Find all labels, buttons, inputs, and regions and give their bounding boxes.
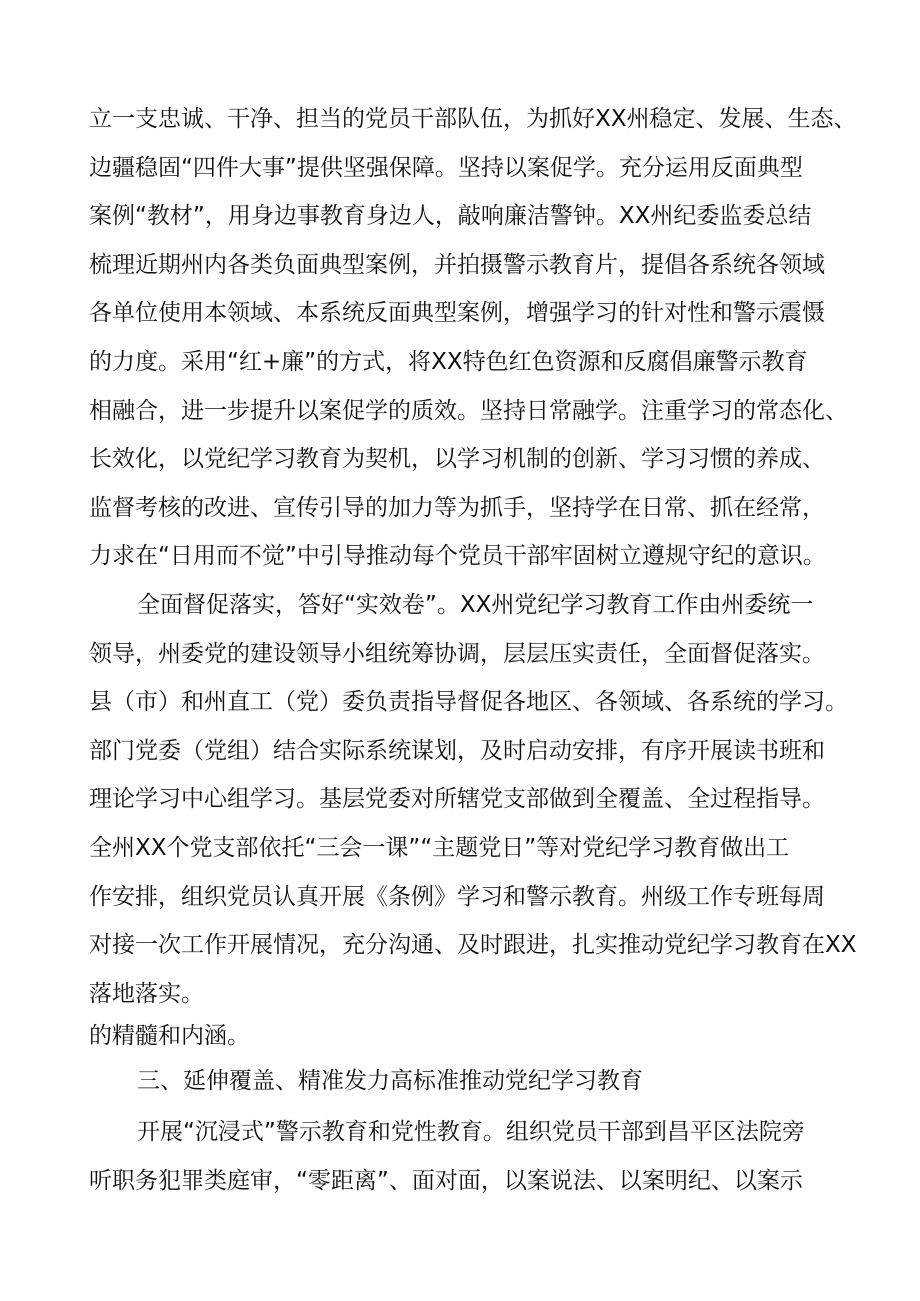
paragraph-1-line-4: 梳理近期州内各类负面典型案例，并拍摄警示教育片，提倡各系统各领域: [89, 251, 825, 278]
paragraph-1-line-2: 边疆稳固“四件大事”提供坚强保障。坚持以案促学。充分运用反面典型: [89, 154, 803, 181]
fragment-line: 的精髓和内涵。: [89, 1023, 250, 1050]
paragraph-1-line-10: 力求在“日用而不觉”中引导推动每个党员干部牢固树立遵规守纪的意识。: [89, 543, 826, 570]
paragraph-3-line-2: 听职务犯罪类庭审，“零距离”、面对面，以案说法、以案明纪、以案示: [89, 1167, 803, 1194]
paragraph-1-line-6: 的力度。采用“红+廉”的方式，将XX特色红色资源和反腐倡廉警示教育: [89, 348, 808, 375]
paragraph-1-line-5: 各单位使用本领域、本系统反面典型案例，增强学习的针对性和警示震慑: [89, 300, 825, 327]
paragraph-2-line-6: 全州XX个党支部依托“三会一课”“主题党日”等对党纪学习教育做出工: [89, 834, 790, 861]
paragraph-2-line-5: 理论学习中心组学习。基层党委对所辖党支部做到全覆盖、全过程指导。: [89, 786, 825, 813]
paragraph-2-line-1: 全面督促落实，答好“实效卷”。XX州党纪学习教育工作由州委统一: [137, 591, 814, 618]
paragraph-2-line-4: 部门党委（党组）结合实际系统谋划，及时启动安排，有序开展读书班和: [89, 737, 825, 764]
section-heading: 三、延伸覆盖、精准发力高标准推动党纪学习教育: [137, 1068, 643, 1095]
paragraph-2-line-8: 对接一次工作开展情况，充分沟通、及时跟进，扎实推动党纪学习教育在XX: [89, 932, 857, 959]
paragraph-1-line-3: 案例“教材”，用身边事教育身边人，敲响廉洁警钟。XX州纪委监委总结: [89, 203, 812, 230]
paragraph-1-line-8: 长效化，以党纪学习教育为契机，以学习机制的创新、学习习惯的养成、: [89, 446, 825, 473]
paragraph-2-line-3: 县（市）和州直工（党）委负责指导督促各地区、各领域、各系统的学习。: [89, 689, 848, 716]
paragraph-1-line-1: 立一支忠诚、干净、担当的党员干部队伍，为抓好XX州稳定、发展、生态、: [89, 106, 857, 132]
document-body: [89, 95, 859, 1205]
paragraph-2-line-2: 领导，州委党的建设领导小组统筹协调，层层压实责任，全面督促落实。: [89, 640, 825, 667]
paragraph-1-line-7: 相融合，进一步提升以案促学的质效。坚持日常融学。注重学习的常态化、: [89, 397, 848, 424]
paragraph-3-line-1: 开展“沉浸式”警示教育和党性教育。组织党员干部到昌平区法院旁: [137, 1119, 805, 1146]
paragraph-2-line-9: 落地落实。: [89, 980, 204, 1007]
paragraph-1-line-9: 监督考核的改进、宣传引导的加力等为抓手，坚持学在日常、抓在经常，: [89, 494, 825, 521]
paragraph-2-line-7: 作安排，组织党员认真开展《条例》学习和警示教育。州级工作专班每周: [89, 883, 825, 910]
